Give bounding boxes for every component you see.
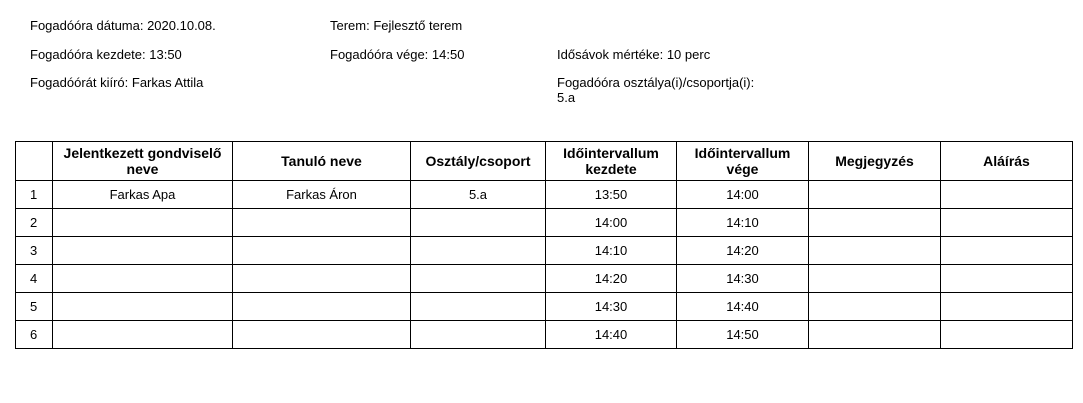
room-info: Terem: Fejlesztő terem (330, 18, 463, 33)
start-cell: 14:40 (546, 321, 677, 349)
student-cell (233, 237, 411, 265)
signature-cell (941, 321, 1073, 349)
student-cell: Farkas Áron (233, 181, 411, 209)
col-header-signature: Aláírás (941, 142, 1073, 181)
guardian-cell (53, 321, 233, 349)
guardian-cell (53, 293, 233, 321)
guardian-cell (53, 265, 233, 293)
table-row (16, 237, 1073, 265)
col-header-end: Időintervallum vége (677, 142, 809, 181)
note-cell (809, 181, 941, 209)
group-cell: 5.a (411, 181, 546, 209)
class-value: 5.a (557, 90, 576, 105)
col-header-group: Osztály/csoport (411, 142, 546, 181)
end-cell: 14:20 (677, 237, 809, 265)
group-cell (411, 237, 546, 265)
guardian-cell: Farkas Apa (53, 181, 233, 209)
signature-cell (941, 181, 1073, 209)
table-row (16, 181, 1073, 209)
guardian-cell (53, 237, 233, 265)
end-cell: 14:30 (677, 265, 809, 293)
appointment-table (15, 141, 1073, 349)
note-cell (809, 293, 941, 321)
row-number: 6 (16, 321, 53, 349)
end-cell: 14:00 (677, 181, 809, 209)
student-cell (233, 321, 411, 349)
start-cell: 14:00 (546, 209, 677, 237)
host-info: Fogadóórát kiíró: Farkas Attila (30, 75, 204, 90)
col-header-start: Időintervallum kezdete (546, 142, 677, 181)
class-info (557, 75, 754, 105)
table-row (16, 265, 1073, 293)
student-cell (233, 265, 411, 293)
group-cell (411, 321, 546, 349)
start-cell: 13:50 (546, 181, 677, 209)
group-cell (411, 293, 546, 321)
end-cell: 14:40 (677, 293, 809, 321)
start-time-info: Fogadóóra kezdete: 13:50 (30, 47, 182, 62)
table-row (16, 321, 1073, 349)
signature-cell (941, 209, 1073, 237)
row-number: 3 (16, 237, 53, 265)
start-cell: 14:20 (546, 265, 677, 293)
note-cell (809, 321, 941, 349)
slot-length-info: Idősávok mértéke: 10 perc (557, 47, 711, 62)
group-cell (411, 265, 546, 293)
col-header-note: Megjegyzés (809, 142, 941, 181)
student-cell (233, 293, 411, 321)
note-cell (809, 237, 941, 265)
end-cell: 14:50 (677, 321, 809, 349)
signature-cell (941, 293, 1073, 321)
start-cell: 14:30 (546, 293, 677, 321)
col-header-student: Tanuló neve (233, 142, 411, 181)
note-cell (809, 209, 941, 237)
note-cell (809, 265, 941, 293)
row-number: 1 (16, 181, 53, 209)
table-row (16, 209, 1073, 237)
guardian-cell (53, 209, 233, 237)
row-number: 4 (16, 265, 53, 293)
col-header-guardian: Jelentkezett gondviselő neve (53, 142, 233, 181)
end-cell: 14:10 (677, 209, 809, 237)
group-cell (411, 209, 546, 237)
row-number: 5 (16, 293, 53, 321)
start-cell: 14:10 (546, 237, 677, 265)
date-info: Fogadóóra dátuma: 2020.10.08. (30, 18, 216, 33)
row-number: 2 (16, 209, 53, 237)
col-header-number (16, 142, 53, 181)
student-cell (233, 209, 411, 237)
table-row (16, 293, 1073, 321)
class-label: Fogadóóra osztálya(i)/csoportja(i): (557, 75, 755, 90)
end-time-info: Fogadóóra vége: 14:50 (330, 47, 465, 62)
signature-cell (941, 237, 1073, 265)
table-header-row (16, 142, 1073, 181)
signature-cell (941, 265, 1073, 293)
